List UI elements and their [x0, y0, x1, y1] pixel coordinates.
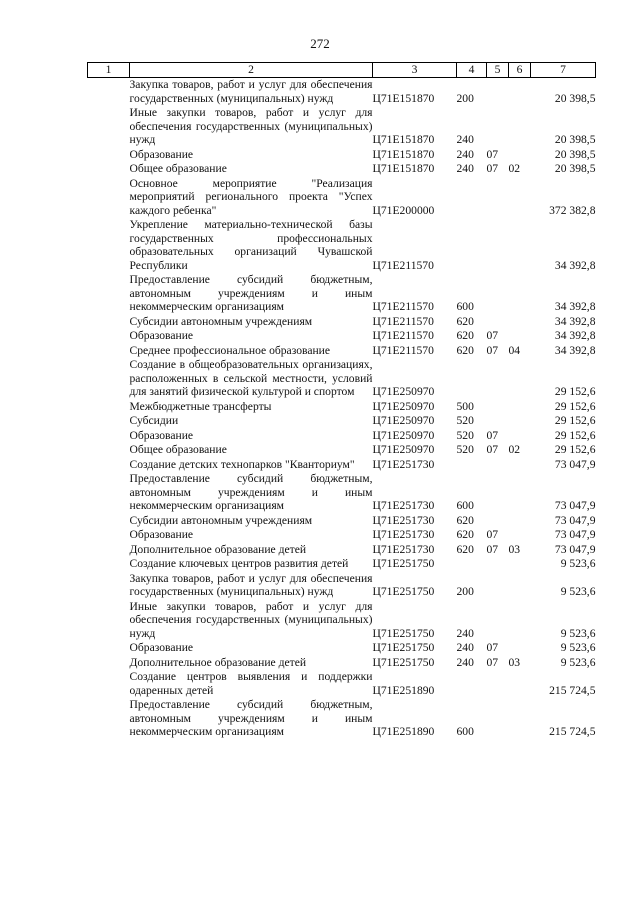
- item-name: Субсидии автономным учреждениям: [129, 314, 313, 328]
- budget-table: [87, 62, 596, 740]
- section-code: 07: [486, 655, 499, 669]
- section-code: [487, 458, 509, 473]
- amount: 20 398,5: [554, 91, 596, 105]
- empty-cell: [88, 543, 130, 558]
- section-code: [487, 472, 509, 514]
- column-header: 7: [531, 63, 596, 78]
- amount: 20 398,5: [554, 133, 596, 146]
- target-code: Ц71Е251750: [372, 655, 435, 669]
- subsection-code: [509, 78, 531, 107]
- empty-cell: [88, 656, 130, 671]
- target-code: Ц71Е250970: [372, 385, 435, 398]
- expense-type: 240: [456, 641, 474, 654]
- amount: 9 523,6: [560, 557, 596, 570]
- item-name: Образование: [129, 329, 194, 342]
- expense-type: 600: [456, 725, 474, 738]
- item-name: Создание ключевых центров развития детей: [129, 557, 349, 570]
- expense-type: 620: [456, 542, 474, 556]
- expense-type: 520: [456, 443, 474, 456]
- table-row: [88, 557, 596, 572]
- item-name: Создание в общеобразовательных организациях, расположенных в сельской местности, условий для занятий физической культурой и спортом: [129, 358, 373, 398]
- target-code: Ц71Е211570: [372, 258, 434, 272]
- target-code: Ц71Е251750: [372, 585, 435, 598]
- amount: 73 047,9: [554, 528, 596, 541]
- table-row: [88, 358, 596, 400]
- amount: 372 382,8: [549, 203, 596, 217]
- subsection-code: [509, 641, 531, 656]
- target-code: Ц71Е251730: [372, 528, 435, 541]
- table-row: [88, 528, 596, 543]
- subsection-code: [509, 698, 531, 740]
- column-header: 2: [130, 63, 373, 78]
- empty-cell: [88, 429, 130, 444]
- table-row: [88, 543, 596, 558]
- empty-cell: [88, 177, 130, 219]
- section-code: [487, 698, 509, 740]
- empty-cell: [88, 78, 130, 107]
- expense-type: 200: [456, 585, 474, 598]
- amount: 29 152,6: [554, 414, 596, 427]
- target-code: Ц71Е211570: [372, 329, 434, 342]
- expense-type: 240: [456, 133, 474, 146]
- target-code: Ц71Е251730: [372, 499, 435, 512]
- item-name: Общее образование: [129, 443, 227, 456]
- item-name: Субсидии автономным учреждениям: [129, 513, 313, 527]
- table-row: [88, 218, 596, 273]
- table-row: [88, 641, 596, 656]
- column-header: 6: [509, 63, 531, 78]
- item-name: Образование: [129, 147, 194, 161]
- section-code: [487, 572, 509, 600]
- empty-cell: [88, 572, 130, 600]
- subsection-code: [509, 414, 531, 429]
- item-name: Иные закупки товаров, работ и услуг для обеспечения государственных (муниципальных) нужд: [129, 106, 373, 146]
- expense-type: [457, 557, 487, 572]
- subsection-code: [509, 329, 531, 344]
- empty-cell: [88, 514, 130, 529]
- expense-type: 620: [456, 329, 474, 342]
- section-code: [487, 358, 509, 400]
- target-code: Ц71Е200000: [372, 203, 435, 217]
- subsection-code: [509, 358, 531, 400]
- section-code: [487, 273, 509, 315]
- subsection-code: [509, 148, 531, 163]
- item-name: Общее образование: [129, 162, 227, 175]
- target-code: Ц71Е251730: [372, 457, 435, 471]
- page-number: 272: [310, 36, 330, 51]
- empty-cell: [88, 400, 130, 415]
- table-row: [88, 429, 596, 444]
- target-code: Ц71Е250970: [372, 428, 435, 442]
- section-code: 07: [486, 542, 499, 556]
- section-code: [487, 106, 509, 148]
- subsection-code: [509, 106, 531, 148]
- section-code: [487, 315, 509, 330]
- table-row: [88, 329, 596, 344]
- target-code: Ц71Е251890: [372, 683, 435, 697]
- item-name: Предоставление субсидий бюджетным, автономным учреждениям и иным некоммерческим организациям: [129, 472, 373, 512]
- expense-type: 240: [456, 655, 474, 669]
- item-name: Предоставление субсидий бюджетным, автономным учреждениям и иным некоммерческим организациям: [129, 698, 373, 738]
- subsection-code: [509, 600, 531, 642]
- amount: 9 523,6: [560, 641, 596, 654]
- target-code: Ц71Е251730: [372, 542, 435, 556]
- empty-cell: [88, 458, 130, 473]
- empty-cell: [88, 443, 130, 458]
- section-code: [487, 600, 509, 642]
- amount: 34 392,8: [554, 314, 596, 328]
- subsection-code: 03: [508, 542, 521, 556]
- amount: 9 523,6: [560, 585, 596, 598]
- expense-type: 240: [456, 626, 474, 640]
- section-code: 07: [486, 147, 499, 161]
- table-row: [88, 514, 596, 529]
- empty-cell: [88, 106, 130, 148]
- item-name: Закупка товаров, работ и услуг для обеспечения государственных (муниципальных) нужд: [129, 78, 373, 105]
- section-code: 07: [486, 329, 499, 342]
- subsection-code: [509, 315, 531, 330]
- target-code: Ц71Е151870: [372, 162, 435, 175]
- table-row: [88, 656, 596, 671]
- section-code: 07: [486, 343, 499, 357]
- table-row: [88, 273, 596, 315]
- table-row: [88, 78, 596, 107]
- table-row: [88, 400, 596, 415]
- amount: 34 392,8: [554, 258, 596, 272]
- amount: 34 392,8: [554, 300, 596, 313]
- subsection-code: 04: [508, 343, 521, 357]
- section-code: 07: [486, 443, 499, 456]
- expense-type: [457, 458, 487, 473]
- table-row: [88, 600, 596, 642]
- target-code: Ц71Е250970: [372, 399, 435, 413]
- subsection-code: [509, 572, 531, 600]
- amount: 29 152,6: [554, 399, 596, 413]
- item-name: Межбюджетные трансферты: [129, 399, 272, 413]
- empty-cell: [88, 358, 130, 400]
- section-code: 07: [486, 428, 499, 442]
- item-name: Субсидии: [129, 414, 179, 427]
- target-code: Ц71Е151870: [372, 133, 435, 146]
- table-row: [88, 443, 596, 458]
- target-code: Ц71Е250970: [372, 414, 435, 427]
- item-name: Предоставление субсидий бюджетным, автономным учреждениям и иным некоммерческим организациям: [129, 273, 373, 313]
- section-code: [487, 218, 509, 273]
- section-code: [487, 514, 509, 529]
- item-name: Закупка товаров, работ и услуг для обеспечения государственных (муниципальных) нужд: [129, 571, 373, 598]
- subsection-code: [509, 218, 531, 273]
- amount: 73 047,9: [554, 542, 596, 556]
- expense-type: 620: [456, 528, 474, 541]
- table-row: [88, 414, 596, 429]
- table-row: [88, 572, 596, 600]
- target-code: Ц71Е251730: [372, 513, 435, 527]
- amount: 34 392,8: [554, 329, 596, 342]
- section-code: [487, 177, 509, 219]
- expense-type: 620: [456, 314, 474, 328]
- amount: 215 724,5: [549, 725, 596, 738]
- subsection-code: [509, 528, 531, 543]
- subsection-code: [509, 557, 531, 572]
- amount: 73 047,9: [554, 499, 596, 512]
- column-header: 3: [373, 63, 457, 78]
- amount: 29 152,6: [554, 428, 596, 442]
- empty-cell: [88, 670, 130, 698]
- subsection-code: [509, 472, 531, 514]
- empty-cell: [88, 600, 130, 642]
- amount: 73 047,9: [554, 513, 596, 527]
- empty-cell: [88, 641, 130, 656]
- item-name: Основное мероприятие "Реализация мероприятий регионального проекта "Успех каждого ребенка": [129, 176, 373, 217]
- empty-cell: [88, 472, 130, 514]
- table-row: [88, 162, 596, 177]
- empty-cell: [88, 329, 130, 344]
- expense-type: 620: [456, 343, 474, 357]
- item-name: Дополнительное образование детей: [129, 655, 307, 669]
- empty-cell: [88, 698, 130, 740]
- amount: 215 724,5: [549, 683, 596, 697]
- item-name: Создание детских технопарков "Кванториум": [129, 457, 355, 471]
- target-code: Ц71Е251750: [372, 557, 435, 570]
- amount: 29 152,6: [554, 385, 596, 398]
- subsection-code: [509, 514, 531, 529]
- table-row: [88, 344, 596, 359]
- section-code: 07: [486, 528, 499, 541]
- item-name: Иные закупки товаров, работ и услуг для обеспечения государственных (муниципальных) нужд: [129, 599, 373, 640]
- expense-type: 620: [456, 513, 474, 527]
- amount: 29 152,6: [554, 443, 596, 456]
- amount: 20 398,5: [554, 162, 596, 175]
- subsection-code: 02: [508, 443, 521, 456]
- empty-cell: [88, 162, 130, 177]
- section-code: [487, 670, 509, 698]
- expense-type: 520: [456, 428, 474, 442]
- amount: 34 392,8: [554, 343, 596, 357]
- column-header: 1: [88, 63, 130, 78]
- target-code: Ц71Е211570: [372, 314, 434, 328]
- empty-cell: [88, 557, 130, 572]
- expense-type: [457, 177, 487, 219]
- section-code: [487, 414, 509, 429]
- item-name: Образование: [129, 641, 194, 654]
- subsection-code: [509, 429, 531, 444]
- expense-type: 500: [456, 399, 474, 413]
- table-row: [88, 315, 596, 330]
- table-row: [88, 670, 596, 698]
- column-header: 4: [457, 63, 487, 78]
- table-row: [88, 148, 596, 163]
- expense-type: 200: [456, 91, 474, 105]
- item-name: Образование: [129, 528, 194, 541]
- expense-type: [457, 218, 487, 273]
- amount: 9 523,6: [560, 626, 596, 640]
- empty-cell: [88, 218, 130, 273]
- expense-type: 240: [456, 147, 474, 161]
- target-code: Ц71Е251750: [372, 641, 435, 654]
- section-code: 07: [486, 162, 499, 175]
- header-row: [88, 63, 596, 78]
- target-code: Ц71Е250970: [372, 443, 435, 456]
- item-name: Дополнительное образование детей: [129, 542, 307, 556]
- amount: 20 398,5: [554, 147, 596, 161]
- expense-type: [457, 358, 487, 400]
- empty-cell: [88, 528, 130, 543]
- empty-cell: [88, 414, 130, 429]
- subsection-code: [509, 670, 531, 698]
- target-code: Ц71Е251750: [372, 626, 435, 640]
- subsection-code: [509, 458, 531, 473]
- item-name: Укрепление материально-технической базы государственных профессиональных образовательных организаций Чувашской Республики: [129, 218, 373, 272]
- table-row: [88, 458, 596, 473]
- amount: 9 523,6: [560, 655, 596, 669]
- subsection-code: [509, 400, 531, 415]
- section-code: [487, 400, 509, 415]
- expense-type: 600: [456, 499, 474, 512]
- expense-type: 520: [456, 414, 474, 427]
- empty-cell: [88, 344, 130, 359]
- section-code: [487, 78, 509, 107]
- target-code: Ц71Е211570: [372, 300, 434, 313]
- target-code: Ц71Е211570: [372, 343, 434, 357]
- table-row: [88, 472, 596, 514]
- empty-cell: [88, 315, 130, 330]
- expense-type: 600: [456, 300, 474, 313]
- table-row: [88, 177, 596, 219]
- item-name: Создание центров выявления и поддержки одаренных детей: [129, 670, 373, 697]
- table-row: [88, 106, 596, 148]
- expense-type: 240: [456, 162, 474, 175]
- target-code: Ц71Е251890: [372, 725, 435, 738]
- subsection-code: [509, 273, 531, 315]
- section-code: [487, 557, 509, 572]
- table-row: [88, 698, 596, 740]
- item-name: Среднее профессиональное образование: [129, 343, 331, 357]
- item-name: Образование: [129, 428, 194, 442]
- target-code: Ц71Е151870: [372, 91, 435, 105]
- section-code: 07: [486, 641, 499, 654]
- amount: 73 047,9: [554, 457, 596, 471]
- expense-type: [457, 670, 487, 698]
- column-header: 5: [487, 63, 509, 78]
- subsection-code: [509, 177, 531, 219]
- subsection-code: 02: [508, 162, 521, 175]
- target-code: Ц71Е151870: [372, 147, 435, 161]
- empty-cell: [88, 273, 130, 315]
- empty-cell: [88, 148, 130, 163]
- subsection-code: 03: [508, 655, 521, 669]
